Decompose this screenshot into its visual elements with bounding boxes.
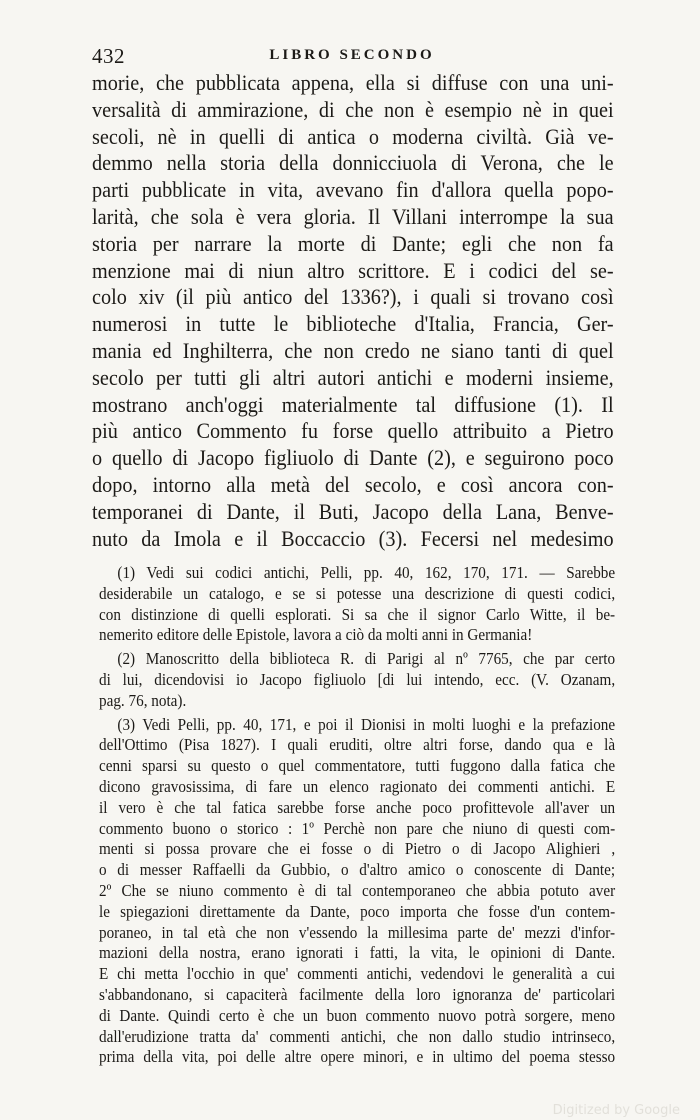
footnote-line: o di messer Raffaelli da Gubbio, o d'altro amico o conoscente di Dante; (99, 860, 616, 880)
text-line: larità, che sola è vera gloria. Il Villani interrompe la sua (92, 203, 614, 229)
footnote-line: con distinzione di quelli esplorati. Si sa che il signor Carlo Witte, il be- (99, 604, 616, 624)
text-line: dopo, intorno alla metà del secolo, e così ancora con- (92, 471, 614, 497)
footnote-line: E chi metta l'occhio in que' commenti antichi, vedendovi le generalità a cui (99, 964, 616, 984)
watermark: Digitized by Google (552, 1103, 680, 1118)
footnote-line: menti si possa provare che ei fosse o di Pietro o di Jacopo Alighieri , (99, 839, 616, 859)
footnote-line: s'abbandonano, si capaciterà facilmente della loro ignoranza de' particolari (99, 984, 616, 1004)
footnote-line: (1) Vedi sui codici antichi, Pelli, pp. 40, 162, 170, 171. — Sarebbe (117, 563, 616, 582)
footnote-line: (3) Vedi Pelli, pp. 40, 171, e poi il Dionisi in molti luoghi e la prefazione (117, 714, 616, 734)
footnote-line: (2) Manoscritto della biblioteca R. di Parigi al nº 7765, che par certo (117, 649, 616, 669)
text-line: mania ed Inghilterra, che non credo ne siano tanti di quel (92, 337, 614, 363)
footnote-line: commento buono o storico : 1º Perchè non pare che niuno di questi com- (99, 818, 616, 838)
footnote-line: di Dante. Quindi certo è che un buon commento nuovo potrà sorgere, meno (99, 1005, 616, 1025)
footnote-line: 2º Che se niuno commento è di tal contemporaneo che abbia potuto aver (99, 880, 616, 900)
footnote-line: pag. 76, nota). (99, 690, 187, 710)
text-line: secolo per tutti gli altri autori antichi e moderni insieme, (92, 364, 614, 390)
footnote-line: nemerito editore delle Epistole, lavora a ciò da molti anni in Germania! (99, 625, 533, 645)
page-number: 432 (92, 44, 125, 68)
text-line: temporanei di Dante, il Buti, Jacopo della Lana, Benve- (92, 498, 614, 524)
footnote-line: dicono gravosissima, di fare un elenco ragionato dei commenti antichi. E (99, 776, 616, 796)
text-line: morie, che pubblicata appena, ella si diffuse con una uni- (92, 70, 614, 95)
text-line: demmo nella storia della donnicciuola di Verona, che le (92, 150, 614, 176)
text-line: parti pubblicate in vita, avevano fin d'allora quella popo- (92, 177, 614, 203)
text-line: mostrano anch'oggi materialmente tal diffusione (1). Il (92, 391, 614, 417)
text-line: numerosi in tutte le biblioteche d'Italia, Francia, Ger- (92, 311, 614, 337)
footnote-line: prima della vita, poi delle altre opere minori, e in ultimo del poema stesso (99, 1047, 616, 1067)
text-line: versalità di ammirazione, di che non è esempio nè in quei (92, 96, 614, 122)
text-line: o quello di Jacopo figliuolo di Dante (2), e seguirono poco (92, 445, 614, 471)
footnote-line: le spiegazioni direttamente da Dante, poco importa che fosse d'un contem- (99, 901, 616, 921)
footnote-line: poraneo, in tal età che non v'essendo la millesima parte de' mezzi d'infor- (99, 922, 616, 942)
text-line: storia per narrare la morte di Dante; egli che non fa (92, 230, 614, 256)
footnote-line: cenni sparsi su questo o quel commentatore, tutti fuggono dalla fatica che (99, 756, 616, 776)
footnote-line: mazioni della nostra, erano ignorati i fatti, la vita, le opinioni di Dante. (99, 943, 616, 963)
footnote-2 (99, 649, 615, 711)
running-title: LIBRO SECONDO (269, 47, 435, 63)
text-line: secoli, nè in quelli di antica o moderna civiltà. Già ve- (92, 123, 614, 149)
text-line: colo xiv (il più antico del 1336?), i quali si trovano così (92, 284, 614, 310)
text-line: nuto da Imola e il Boccaccio (3). Fecersi nel medesimo (92, 525, 614, 551)
text-line: più antico Commento fu forse quello attribuito a Pietro (92, 418, 614, 444)
footnotes (99, 563, 615, 1071)
main-text (92, 70, 614, 552)
footnote-line: dell'Ottimo (Pisa 1827). I quali eruditi, oltre altri forse, dando qua e là (99, 735, 616, 755)
footnote-line: di lui, dicendovisi io Jacopo figliuolo [di lui intendo, ecc. (V. Ozanam, (99, 669, 616, 689)
text-line: menzione mai di niun altro scrittore. E i codici del se- (92, 257, 614, 283)
footnote-line: dall'erudizione tratta da' commenti antichi, che non dallo studio intrinseco, (99, 1026, 616, 1046)
footnote-line: il vero è che tal fatica sarebbe forse anche poco profittevole all'aver un (99, 797, 616, 817)
footnote-line: desiderabile un catalogo, e se si potesse una descrizione di questi codici, (99, 583, 616, 603)
footnote-3 (99, 715, 615, 1069)
footnote-1 (99, 563, 615, 646)
page-header (92, 44, 612, 70)
